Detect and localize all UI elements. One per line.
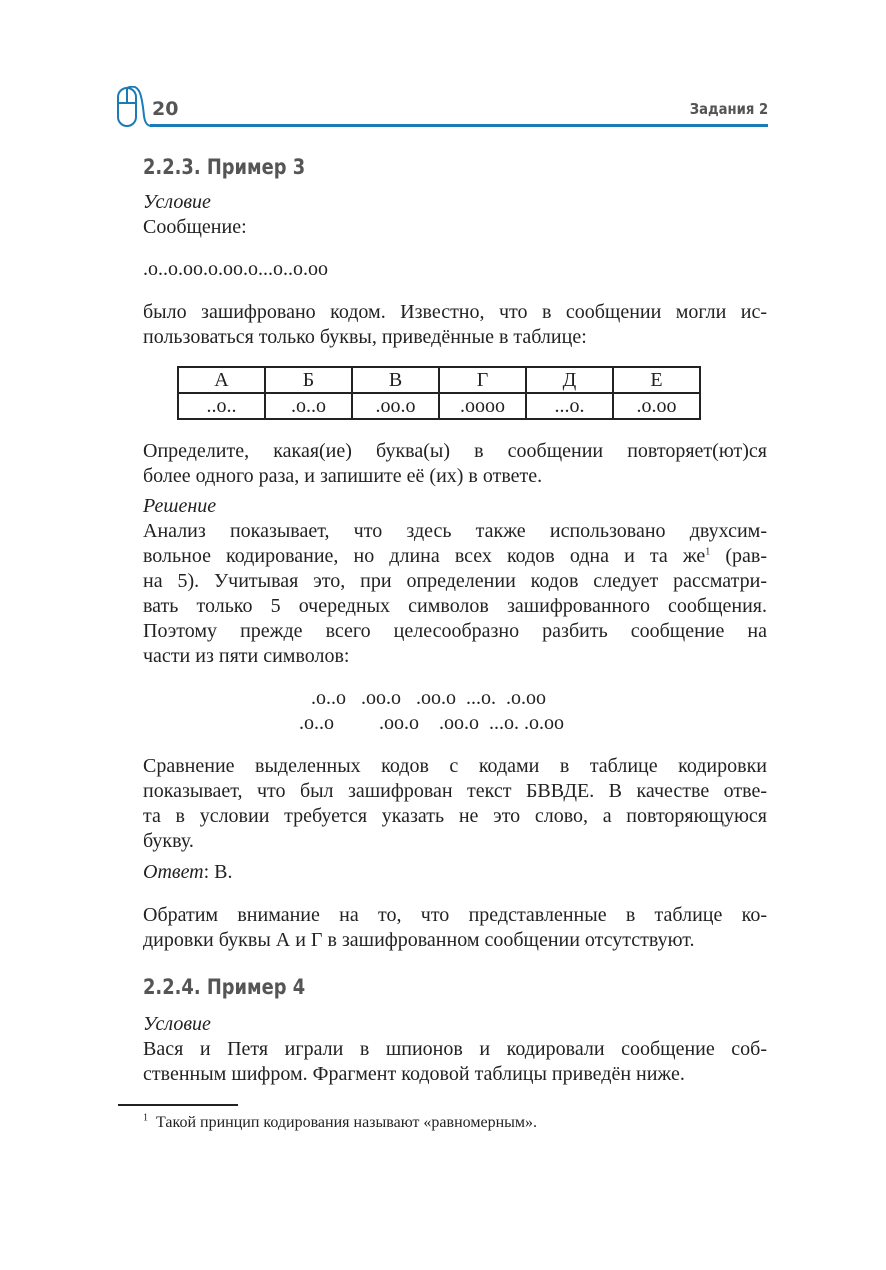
table-cell: .oo.o bbox=[352, 393, 439, 419]
text-line: Обратим внимание на то, что представленные в таблице ко- bbox=[143, 904, 767, 926]
text-line: Определите, какая(ие) буква(ы) в сообщении повторяет(ют)ся bbox=[143, 440, 767, 462]
text-line: ственным шифром. Фрагмент кодовой таблицы приведён ниже. bbox=[143, 1063, 685, 1085]
text-line: дировки буквы А и Г в зашифрованном сообщении отсутствуют. bbox=[143, 929, 695, 951]
table-cell: ..o.. bbox=[178, 393, 265, 419]
header-rule bbox=[150, 124, 768, 127]
table-cell: Е bbox=[613, 367, 700, 393]
footnote-ref: 1 bbox=[705, 546, 711, 558]
table-cell: В bbox=[352, 367, 439, 393]
answer-value: : В. bbox=[203, 861, 233, 883]
text-line: букву. bbox=[143, 830, 194, 852]
text-line: было зашифровано кодом. Известно, что в сообщении могли ис- bbox=[143, 301, 767, 323]
table-cell: .o..o bbox=[265, 393, 352, 419]
text-line: вать только 5 очередных символов зашифрованного сообщения. bbox=[143, 595, 767, 617]
condition-label: Условие bbox=[143, 1013, 211, 1035]
text-line: части из пяти символов: bbox=[143, 645, 350, 667]
footnote-text: Такой принцип кодирования называют «равномерным». bbox=[156, 1114, 537, 1131]
section-heading: 2.2.3. Пример 3 bbox=[143, 155, 306, 179]
condition-label: Условие bbox=[143, 191, 211, 213]
text-span: вольное кодирование, но длина всех кодов одна и та же bbox=[143, 545, 706, 567]
running-header: Задания 2 bbox=[689, 100, 768, 118]
table-cell: Г bbox=[439, 367, 526, 393]
footnote bbox=[143, 1114, 537, 1132]
text-line: более одного раза, и запишите её (их) в ответе. bbox=[143, 465, 543, 487]
encoded-message: .o..o.oo.o.oo.o...o..o.oo bbox=[143, 258, 328, 280]
answer-line bbox=[143, 860, 767, 885]
text-line: пользоваться только буквы, приведённые в таблице: bbox=[143, 326, 587, 348]
answer-label: Ответ bbox=[143, 861, 204, 883]
text-line: показывает, что был зашифрован текст БВВДЕ. В качестве отве- bbox=[143, 780, 767, 802]
text-line: Вася и Петя играли в шпионов и кодировали сообщение соб- bbox=[143, 1038, 767, 1060]
text-span: (рав- bbox=[725, 545, 767, 567]
table-cell: ...o. bbox=[526, 393, 613, 419]
text-line: Анализ показывает, что здесь также использовано двухсим- bbox=[143, 520, 767, 542]
table-cell: Б bbox=[265, 367, 352, 393]
table-cell: .o.oo bbox=[613, 393, 700, 419]
table-cell: Д bbox=[526, 367, 613, 393]
text-line: на 5). Учитывая это, при определении кодов следует рассматри- bbox=[143, 570, 767, 592]
page-number: 20 bbox=[152, 98, 179, 120]
footnote-mark: 1 bbox=[143, 1112, 148, 1124]
code-table bbox=[177, 366, 701, 420]
text-line: Сравнение выделенных кодов с кодами в таблице кодировки bbox=[143, 755, 767, 777]
section-heading: 2.2.4. Пример 4 bbox=[143, 975, 306, 999]
text-line: Поэтому прежде всего целесообразно разбить сообщение на bbox=[143, 620, 767, 642]
text-line: та в условии требуется указать не это слово, а повторяющуюся bbox=[143, 805, 767, 827]
text-line bbox=[143, 544, 767, 569]
solution-label: Решение bbox=[143, 495, 217, 517]
table-cell: .oooo bbox=[439, 393, 526, 419]
table-cell: А bbox=[178, 367, 265, 393]
split-codes: .o..o .oo.o .oo.o ...o. .o.oo bbox=[299, 712, 564, 734]
footnote-rule bbox=[118, 1104, 238, 1106]
message-label: Сообщение: bbox=[143, 216, 247, 238]
split-codes: .o..o .oo.o .oo.o ...o. .o.oo bbox=[311, 687, 546, 709]
